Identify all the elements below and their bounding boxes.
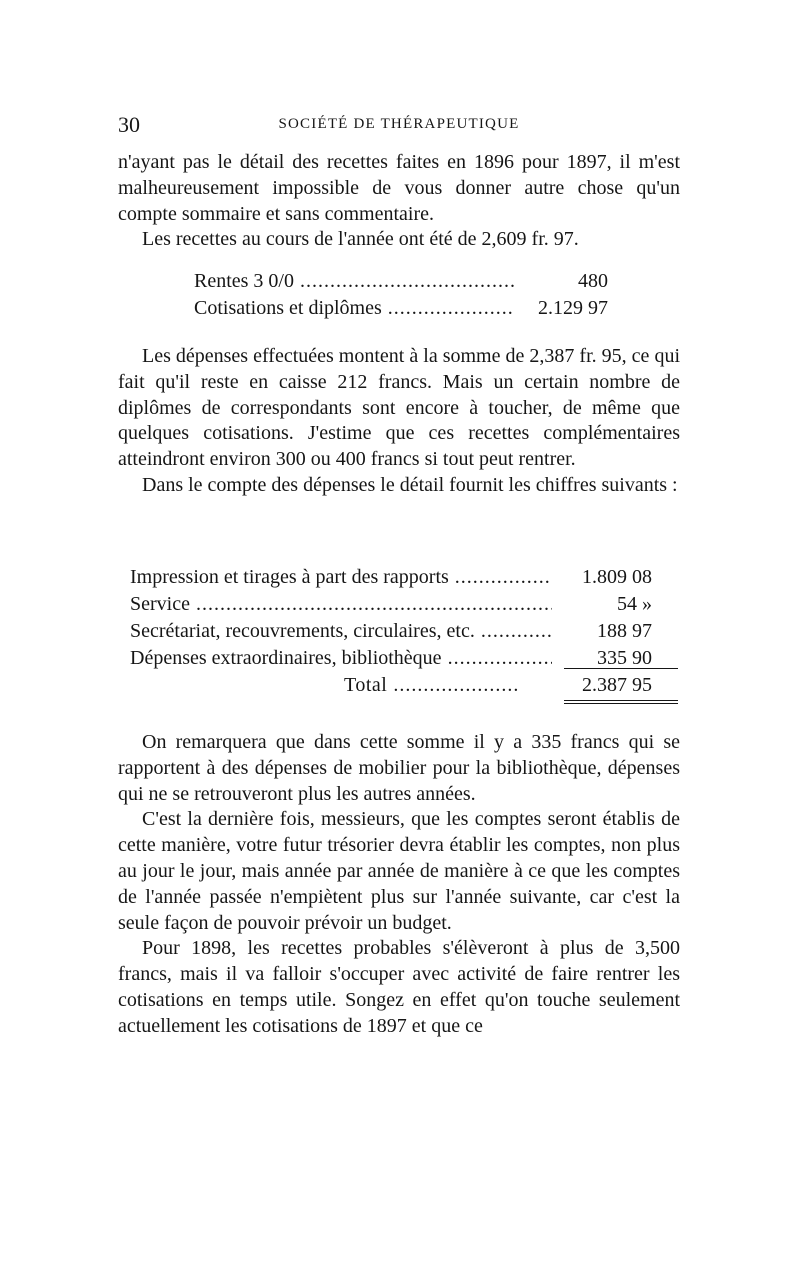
row-label: Secrétariat, recouvrements, circulaires, etc. ..... [130,618,552,645]
table-row [130,591,680,618]
table-row [130,618,680,645]
total-row [130,672,680,699]
paragraph: n'ayant pas le détail des recettes faites en 1896 pour 1897, il m'est malheureusement impossible de vous donner autre chose qu'un compte sommaire et sans commentaire. [118,151,680,225]
paragraph: Les recettes au cours de l'année ont été de 2,609 fr. 97. [142,228,579,251]
row-label: Service ..... [130,591,552,618]
row-amount: 188 97 [591,618,652,645]
table-row [194,268,608,295]
closing-text [118,730,680,1040]
expenses-intro-text [118,344,680,499]
paragraph: Les dépenses effectuées montent à la somme de 2,387 fr. 95, ce qui fait qu'il reste en caisse 212 francs. Mais un certain nombre de diplômes de correspondants sont encore à toucher, de même que quelques cotisations. J'estime que ces recettes complémentaires atteindront environ 300 ou 400 francs si tout peut rentrer. [118,345,680,471]
receipts-table [194,268,608,322]
paragraph: Dans le compte des dépenses le détail fournit les chiffres suivants : [142,473,678,496]
paragraph: On remarquera que dans cette somme il y a 335 francs qui se rapportent à des dépenses de mobilier pour la bibliothèque, dépenses qui ne se retrouveront plus les autres années. [118,731,680,805]
intro-text [118,150,680,253]
row-amount: 1.809 08 [576,564,652,591]
row-amount: 2.129 97 [532,295,608,322]
expenses-table [130,564,680,714]
row-amount: 480 [572,268,608,295]
row-label: Rentes 3 0/0 ..... [194,268,514,295]
paragraph: C'est la dernière fois, messieurs, que les comptes seront établis de cette manière, votre futur trésorier devra établir les comptes, non plus au jour le jour, mais année par année de manière à ce que les comptes de l'année passée n'empiètent plus sur l'année suivante, car c'est la seule façon de pouvoir prévoir un budget. [118,808,680,934]
row-amount: 335 90 [591,645,652,672]
total-label: Total ..... [344,672,552,699]
table-row [130,564,680,591]
page-number: 30 [118,112,140,137]
double-rule-top [564,700,678,701]
total-amount: 2.387 95 [576,672,652,699]
double-rule-bottom [564,703,678,704]
sum-rule [564,668,678,669]
paragraph: Pour 1898, les recettes probables s'élèveront à plus de 3,500 francs, mais il va falloir s'occuper avec activité de faire rentrer les cotisations en temps utile. Songez en effet qu'on touche seulement actuellement les cotisations de 1897 et que ce [118,937,680,1037]
row-label: Cotisations et diplômes ..... [194,295,514,322]
row-amount: 54 » [611,591,652,618]
running-title: SOCIÉTÉ DE THÉRAPEUTIQUE [278,116,520,132]
row-label: Impression et tirages à part des rapports ..... [130,564,552,591]
page-header [118,112,680,142]
table-row [194,295,608,322]
row-label: Dépenses extraordinaires, bibliothèque ..... [130,645,552,672]
